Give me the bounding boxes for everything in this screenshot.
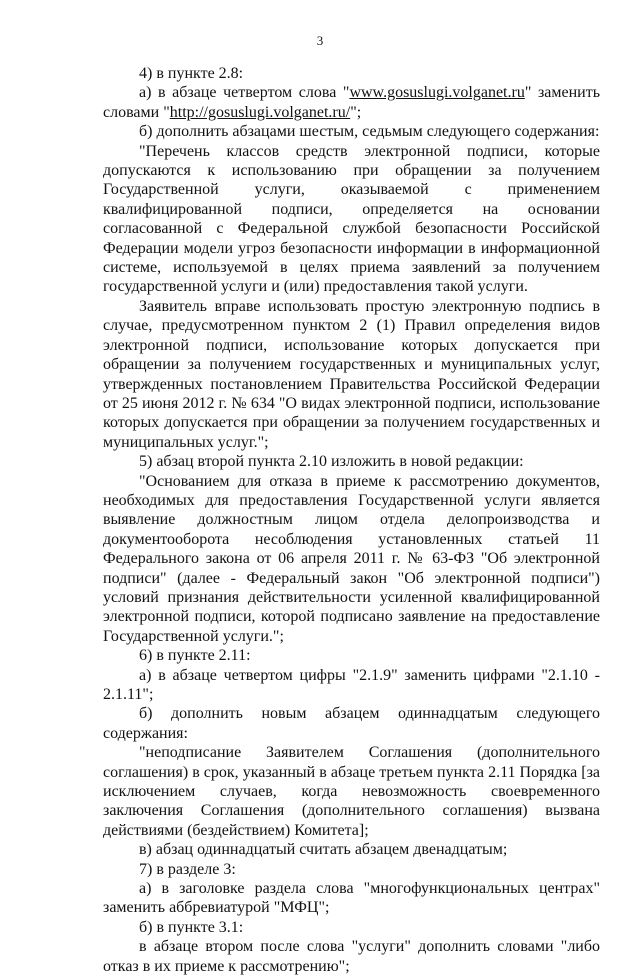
web-link: http://gosuslugi.volganet.ru/ [169, 103, 351, 121]
paragraph: а) в абзаце четвертом цифры "2.1.9" заменить цифрами "2.1.10 - 2.1.11"; [103, 666, 600, 703]
paragraph: 6) в пункте 2.11: [139, 647, 251, 665]
document-body [103, 64, 600, 976]
paragraph: "неподписание Заявителем Соглашения (дополнительного соглашения) в срок, указанный в абзаце третьем пункта 2.11 Порядка [за исключением случаев, когда невозможность своевременного заключения Соглашения (дополнительного соглашения) вызвана действиями (бездействием) Комитета]; [103, 744, 600, 839]
paragraph: 5) абзац второй пункта 2.10 изложить в новой редакции: [139, 453, 524, 471]
paragraph: 4) в пункте 2.8: [139, 65, 244, 82]
paragraph: в) абзац одиннадцатый считать абзацем двенадцатым; [139, 841, 508, 859]
paragraph: а) в заголовке раздела слова "многофункциональных центрах" заменить аббревиатурой "МФЦ"; [103, 880, 600, 917]
paragraph: Заявитель вправе использовать простую электронную подпись в случае, предусмотренном пунктом 2 (1) Правил определения видов электронной подписи, использование которых допускается при обращении за получением государственных и муниципальных услуг, утвержденных постановлением Правительства Российской Федерации от 25 июня 2012 г. № 634 "О видах электронной подписи, использование которых допускается при обращении за получением государственных и муниципальных услуг."; [103, 297, 600, 451]
paragraph: б) дополнить новым абзацем одиннадцатым следующего содержания: [103, 705, 600, 742]
paragraph: "Основанием для отказа в приеме к рассмотрению документов, необходимых для предоставления Государственной услуги является выявление должностным лицом отдела делопроизводства и документооборота несоблюдения установленных статьей 11 Федерального закона от 06 апреля 2011 г. № 63-ФЗ "Об электронной подписи" (далее - Федеральный закон "Об электронной подписи") условий признания действительности усиленной квалифицированной электронной подписи, которой подписано заявление на предоставление Государственной услуги."; [103, 472, 600, 645]
web-link: www.gosuslugi.volganet.ru [349, 84, 525, 102]
page-number: 3 [316, 33, 324, 48]
paragraph: б) дополнить абзацами шестым, седьмым следующего содержания: [139, 123, 600, 141]
paragraph: б) в пункте 3.1: [139, 918, 244, 936]
paragraph: в абзаце втором после слова "услуги" дополнить словами "либо отказ в их приеме к рассмотрению"; [103, 938, 600, 975]
paragraph: а) в абзаце четвертом слова "www.gosuslugi.volganet.ru" заменить словами "http://gosuslugi.volganet.ru/"; [103, 84, 601, 121]
paragraph: 7) в разделе 3: [139, 860, 236, 878]
paragraph: "Перечень классов средств электронной подписи, которые допускаются к использованию при обращении за получением Государственной услуги, оказываемой с применением квалифицированной подписи, определяется на основании согласованной с Федеральной службой безопасности Российской Федерации модели угроз безопасности информации в информационной системе, используемой в целях приема заявлений за получением государственной услуги и (или) предоставления такой услуги. [103, 142, 600, 296]
